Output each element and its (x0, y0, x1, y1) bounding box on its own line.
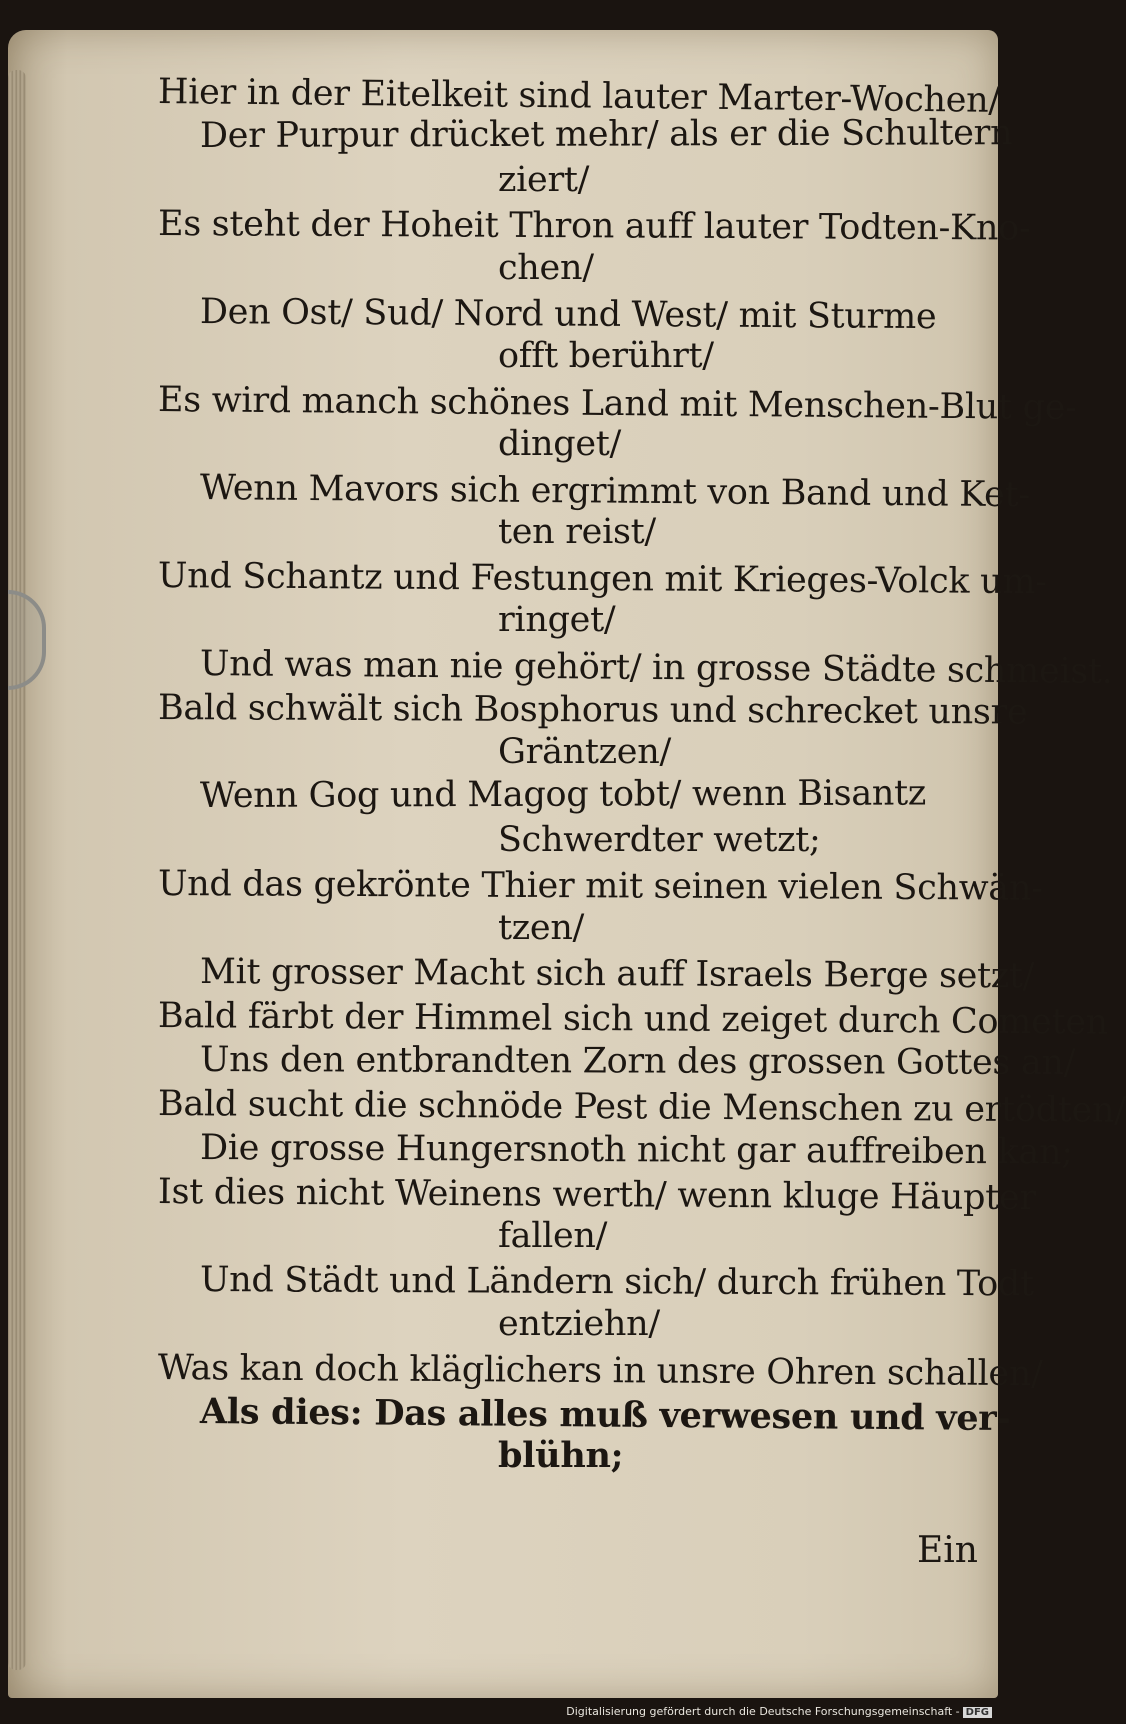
poem-line: Mit grosser Macht sich auff Israels Berge setzt/ (199, 952, 1035, 997)
poem-line: entziehn/ (498, 1304, 660, 1344)
poem-line: Es steht der Hoheit Thron auff lauter Todten-Kno- (157, 204, 1031, 249)
poem-line: Als dies: Das alles muß verwesen und ver- (199, 1391, 1011, 1440)
catchword: Ein (917, 1530, 978, 1571)
poem-line: blühn; (498, 1435, 624, 1476)
poem-line: ten reist/ (498, 512, 656, 552)
poem-line: ringet/ (498, 600, 616, 640)
credit-text: Digitalisierung gefördert durch die Deutsche Forschungsgemeinschaft - (566, 1705, 960, 1718)
poem-line: Schwerdter wetzt; (498, 820, 821, 860)
poem-line: Wenn Mavors sich ergrimmt von Band und Ket- (199, 468, 1031, 516)
poem-line: Es wird manch schönes Land mit Menschen-Blut ge- (157, 380, 1077, 429)
poem-line: Bald schwält sich Bosphorus und schrecket unsre (157, 688, 1028, 733)
page-edge (8, 70, 26, 1670)
poem-line: Die grosse Hungersnoth nicht gar auffreiben kan; (199, 1128, 1073, 1173)
poem-line: Der Purpur drücket mehr/ als er die Schultern (199, 113, 1013, 156)
poem-line: Und das gekrönte Thier mit seinen vielen Schwän- (157, 864, 1043, 909)
poem-line: fallen/ (498, 1216, 608, 1256)
poem-line: Den Ost/ Sud/ Nord und West/ mit Sturme (199, 292, 937, 338)
poem-line: Wenn Gog und Magog tobt/ wenn Bisantz (199, 773, 927, 816)
book-page (8, 30, 1126, 1698)
poem-line: Hier in der Eitelkeit sind lauter Marter-Wochen/ (157, 72, 1001, 121)
poem-line: Gräntzen/ (498, 732, 671, 772)
dfg-logo: DFG (963, 1707, 992, 1718)
poem-line: dinget/ (498, 424, 622, 464)
poem-text (157, 70, 1126, 1478)
poem-line: chen/ (498, 248, 594, 288)
poem-line: Und was man nie gehört/ in grosse Städte schmeist. (199, 644, 1113, 692)
poem-line: Ist dies nicht Weinens werth/ wenn kluge Häupter (157, 1172, 1036, 1219)
poem-line: Bald sucht die schnöde Pest die Menschen zu ertödten/ (157, 1084, 1126, 1131)
book-clasp (8, 590, 46, 690)
poem-line: Und Städt und Ländern sich/ durch frühen Todt (199, 1260, 1034, 1305)
poem-line: tzen/ (498, 908, 585, 948)
digitization-credit (566, 1705, 992, 1718)
poem-line: Uns den entbrandten Zorn des grossen Gottes an/ (199, 1040, 1076, 1084)
poem-line: Was kan doch kläglichers in unsre Ohren schallen/ (157, 1348, 1043, 1395)
poem-line: ziert/ (498, 160, 590, 200)
poem-line: Bald färbt der Himmel sich und zeiget durch Cometen (157, 996, 1109, 1043)
poem-line: offt berührt/ (498, 336, 714, 376)
poem-line: Und Schantz und Festungen mit Krieges-Volck um- (157, 556, 1047, 603)
